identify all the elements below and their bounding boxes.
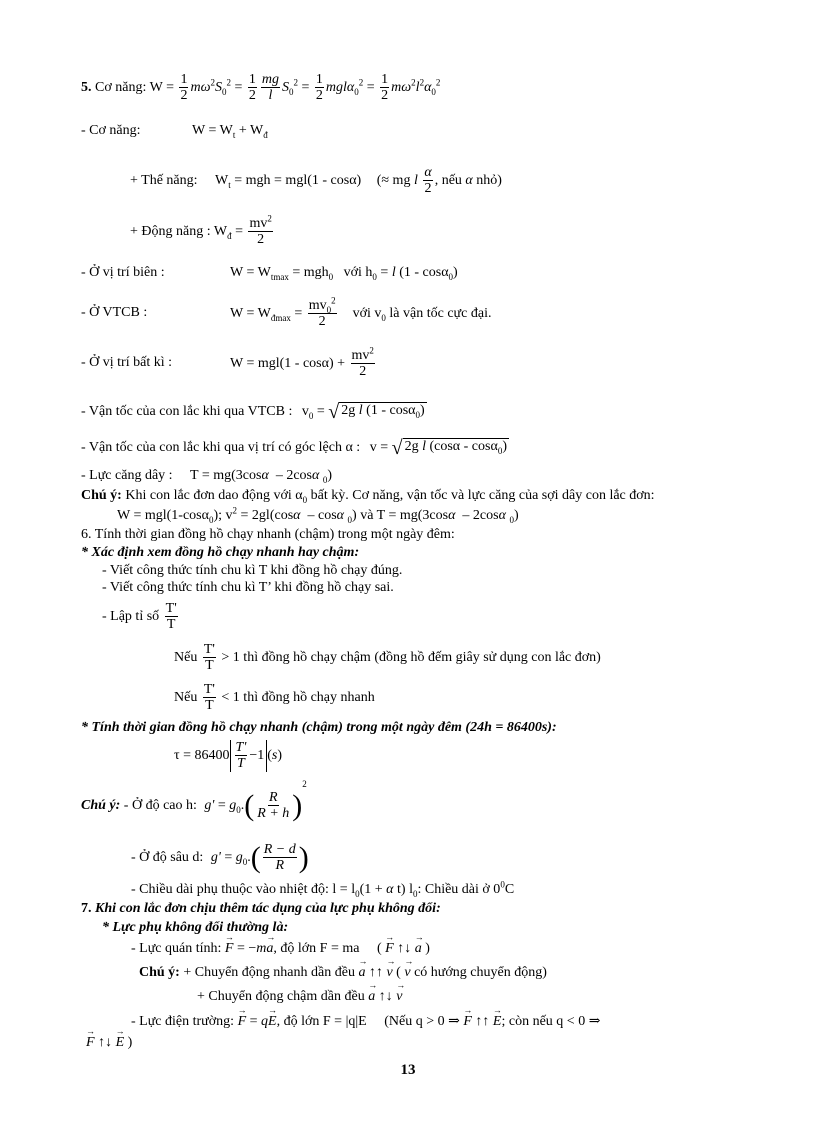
extreme-text: với h (343, 265, 373, 280)
velocity-equilibrium-line: - Vận tốc của con lắc khi qua VTCB : $v_0$ = √ 2g l (1 - cosα$_0$) (81, 401, 425, 423)
condition-fast-line: Nếu $\frac{T'}{T}$ < 1 thì đồng hồ chạy nhanh (174, 682, 375, 714)
extreme-label: - Ở vị trí biên : (81, 265, 165, 280)
section-6-heading-2: * Tính thời gian đồng hồ chạy nhanh (chậm) trong một ngày đêm (24h = 86400s): (81, 720, 557, 735)
note-label-3: Chú ý: (139, 965, 180, 980)
inertial-force-text: , độ lớn F = ma (273, 941, 360, 956)
equilibrium-position-line: - Ở VTCB : $W = W_{đmax}$ = $\frac{mv_0^2}{2}$ với $v_0$ là vận tốc cực đại. (81, 295, 492, 330)
section-6-heading-1: * Xác định xem đồng hồ chạy nhanh hay chậm: (81, 545, 360, 560)
condition-slow-line: Nếu $\frac{T'}{T}$ > 1 thì đồng hồ chạy chậm (đồng hồ đếm giây sử dụng con lắc đơn) (174, 642, 601, 674)
potential-energy-line: + Thế năng: $W_t$ = mgh = mgl(1 - cosα) (≈ mg l $\frac{\alpha}{2}$ , nếu α nhỏ) (130, 165, 502, 197)
potential-note-end: nhỏ) (476, 173, 502, 189)
electric-force-condition-2: ; còn nếu q < 0 ⇒ (501, 1014, 601, 1029)
if-label-2: Nếu (174, 690, 198, 706)
note-label-2: Chú ý: (81, 798, 121, 814)
note-formulas: W = mgl(1-cosα$_0$); $v^2 = 2gl(\cos\alpha - \cos\alpha$ $_0$) và T = mg(3cosα – 2cosα $_0$) (117, 505, 519, 525)
accelerating-motion-text: + Chuyển động nhanh dần đều (183, 965, 355, 980)
kinetic-energy-line: + Động năng : $W_đ$ = $\frac{mv^2}{2}$ (130, 213, 272, 248)
note-line-1: Chú ý: Khi con lắc đơn dao động với $\alpha_0$ bất kỳ. Cơ năng, vận tốc và lực căng của sợi dây con lắc đơn: (81, 488, 655, 505)
altitude-label: - Ở độ cao h: (123, 798, 197, 814)
electric-force-label: - Lực điện trường: (131, 1014, 235, 1029)
depth-label: - Ở độ sâu d: (131, 850, 204, 866)
energy-sum-formula: W = W (192, 123, 233, 138)
note-text: Khi con lắc đơn dao động với α (125, 488, 303, 503)
electric-force-text: , độ lớn F = |q|E (276, 1014, 367, 1029)
potential-note: , nếu (434, 173, 462, 189)
depth-line: - Ở độ sâu d: $g' = g_0$.( $\frac{R - d}{R}$ ) (131, 840, 309, 874)
section-7-number: 7. (81, 901, 92, 916)
section-7-heading-1: * Lực phụ không đổi thường là: (102, 920, 289, 935)
section-7-title (81, 902, 441, 916)
velocity-angle-label: - Vận tốc của con lắc khi qua vị trí có góc lệch α : (81, 440, 361, 456)
section-6-ratio-line: - Lập tỉ số $\frac{T'}{T}$ (102, 601, 177, 633)
section-7-text: Khi con lắc đơn chịu thêm tác dụng của lực phụ không đổi: (95, 901, 441, 916)
decelerating-motion-text: + Chuyển động chậm dần đều (197, 989, 365, 1004)
any-position-label: - Ở vị trí bất kì : (81, 355, 172, 370)
tension-label: - Lực căng dây : (81, 468, 173, 483)
velocity-angle-line: - Vận tốc của con lắc khi qua vị trí có góc lệch α : v = √ 2g l (cosα - cosα$_0$) (81, 437, 507, 459)
extreme-position-line: - Ở vị trí biên : $W = W_{tmax} = mgh_0$ với $h_0 = l$ (1 - cosα$_0$) (81, 265, 458, 282)
velocity-equilibrium-label: - Vận tốc của con lắc khi qua VTCB : (81, 404, 293, 420)
energy-sum-label: - Cơ năng: (81, 123, 141, 138)
deceleration-line: + Chuyển động chậm dần đều → a ↑↓ → v (197, 990, 402, 1004)
slow-condition-text: > 1 thì đồng hồ chạy chậm (đồng hồ đếm giây sử dụng con lắc đơn) (221, 650, 601, 666)
any-position-line: - Ở vị trí bất kì : W = mgl(1 - cosα) + $\frac{mv^2}{2}$ (81, 345, 374, 380)
tension-line: - Lực căng dây : T = mg(3cosα – 2cosα $_0$) (81, 468, 333, 485)
inertial-force-line: - Lực quán tính: → F = −m→ a, độ lớn F = ma ( → F ↑↓ → a ) (131, 942, 430, 956)
section-6-bullet-1: - Viết công thức tính chu kì T khi đồng hồ chạy đúng. (102, 563, 403, 578)
temperature-length-text: - Chiều dài phụ thuộc vào nhiệt độ: l = l (131, 882, 356, 897)
section-6-bullet-2: - Viết công thức tính chu kì T’ khi đồng hồ chạy sai. (102, 580, 394, 595)
kinetic-energy-label: + Động năng : W (130, 224, 228, 240)
section-number: 5. (81, 80, 92, 96)
electric-force-continuation: → F ↑↓ → E ) (86, 1036, 132, 1050)
electric-force-line: - Lực điện trường: → F = q→ E, độ lớn F = |q|E (Nếu q > 0 ⇒ → F ↑↑ → E; còn nếu q < 0 ⇒ (131, 1015, 600, 1029)
time-error-formula: τ = 86400 T' T −1 (s) (174, 740, 283, 772)
ratio-label: - Lập tỉ số (102, 609, 160, 625)
page-number: 13 (400, 1062, 416, 1078)
temperature-length-text-2: : Chiều dài ở 0 (417, 882, 501, 897)
note-label: Chú ý: (81, 488, 122, 503)
equilibrium-text: là vận tốc cực đại. (389, 306, 492, 322)
fast-condition-text: < 1 thì đồng hồ chạy nhanh (221, 690, 375, 706)
equilibrium-label: - Ở VTCB : (81, 305, 148, 320)
note-text-2: bất kỳ. Cơ năng, vận tốc và lực căng của sợi dây con lắc đơn: (310, 488, 655, 503)
acceleration-note-line: Chú ý: + Chuyển động nhanh dần đều → a ↑↑ → v ( → v có hướng chuyển động) (139, 966, 547, 980)
accelerating-motion-text-2: có hướng chuyển động) (414, 965, 547, 980)
inertial-force-label: - Lực quán tính: (131, 941, 222, 956)
if-label: Nếu (174, 650, 198, 666)
electric-force-condition: (Nếu q > 0 ⇒ (384, 1014, 460, 1029)
energy-sum-line: - Cơ năng: $W = W_t + W_đ$ (81, 123, 268, 140)
temperature-length-line: - Chiều dài phụ thuộc vào nhiệt độ: $l = l_0(1 + \alpha$ t) $l_0$: Chiều dài ở $0^0C$ (131, 879, 515, 899)
section-6-title: 6. Tính thời gian đồng hồ chạy nhanh (chậm) trong một ngày đêm: (81, 527, 455, 542)
altitude-line: Chú ý: - Ở độ cao h: $g' = g_0$.( $\frac{R}{R + h}$ )$^2$ (81, 779, 307, 822)
potential-energy-label: + Thế năng: (130, 173, 198, 189)
energy-label: Cơ năng: (95, 80, 147, 96)
section-5-energy-formula: 5. Cơ năng: W = $\frac{1}{2}$ $m\omega^2S_0^2$ = $\frac{1}{2}$ $\frac{mg}{l}$ $S_0^2$ = $\frac{1}{2}$ mglα$_0^2$ = $\frac{1}{2}$ $m\omega^2l^2\alpha_0^2$ (81, 72, 441, 104)
